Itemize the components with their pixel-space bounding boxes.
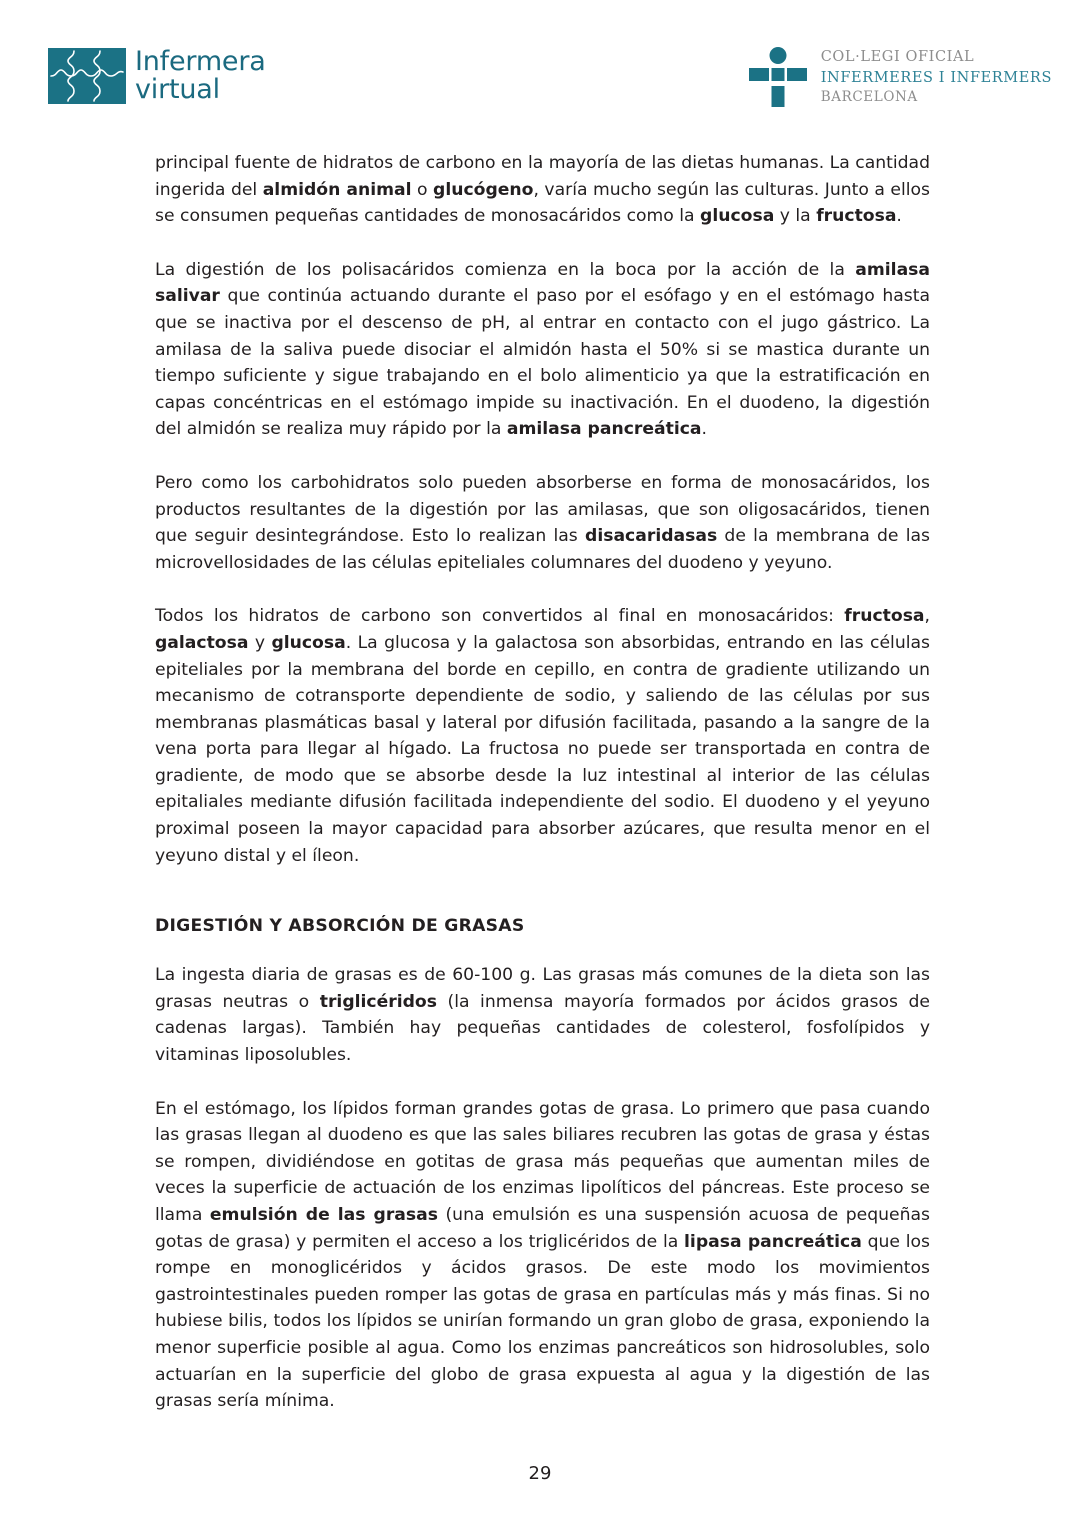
page-header [0,0,1080,130]
page-number: 29 [528,1463,552,1484]
logo-right-line2: INFERMERES I INFERMERS [820,69,1052,86]
paragraph: La digestión de los polisacáridos comienza en la boca por la acción de la amilasa salivar que continúa actuando durante el paso por el esófago y en el estómago hasta que se inactiva por el descenso de pH, al entrar en contacto con el jugo gástrico. La amilasa de la saliva puede disociar el almidón hasta el 50% si se mastica durante un tiempo suficiente y sigue trabajando en el bolo alimenticio ya que la estratificación en capas concéntricas en el estómago impide su inactivación. En el duodeno, la digestión del almidón se realiza muy rápido por la amilasa pancreática. [155,259,930,440]
section-spacer [155,869,930,916]
paragraph: principal fuente de hidratos de carbono en la mayoría de las dietas humanas. La cantidad ingerida del almidón animal o glucógeno, varía mucho según las culturas. Junto a ellos se consumen pequeñas cantidades de monosacáridos como la glucosa y la fructosa. [155,153,931,227]
section-heading-grasas: DIGESTIÓN Y ABSORCIÓN DE GRASAS [155,916,525,937]
logo-right-line1: COL·LEGI OFICIAL [820,49,975,65]
infermera-virtual-logo [48,48,266,104]
infermera-virtual-wordmark [135,48,266,104]
paragraph: La ingesta diaria de grasas es de 60-100 g. Las grasas más comunes de la dieta son las grasas neutras o triglicéridos (la inmensa mayoría formados por ácidos grasos de cadenas largas). También hay pequeñas cantidades de colesterol, fosfolípidos y vitaminas liposolubles. [155,965,930,1066]
collegi-oficial-wordmark [821,46,1052,107]
paragraph-group-grasas [155,962,930,1415]
document-body [155,150,930,1415]
cross-person-mark-icon [749,47,807,107]
puzzle-mark-icon [48,48,126,104]
logo-left-line2: virtual [135,74,220,106]
logo-left-line1: Infermera [135,46,266,77]
paragraph: Pero como los carbohidratos solo pueden absorberse en forma de monosacáridos, los productos resultantes de la digestión por las amilasas, que son oligosacáridos, tienen que seguir desintegrándose. Esto lo realizan las disacaridasas de la membrana de las microvellosidades de las células epiteliales columnares del duodeno y yeyuno. [155,472,930,573]
collegi-oficial-logo [749,46,1052,107]
page-footer [0,1463,1080,1484]
paragraph-group-carbohidratos [155,150,930,869]
paragraph: En el estómago, los lípidos forman grandes gotas de grasa. Lo primero que pasa cuando las grasas llegan al duodeno es que las sales biliares recubren las gotas de grasa y éstas se rompen, dividiéndose en gotitas de grasa más pequeñas que aumentan miles de veces la superficie de actuación de los enzimas lipolíticos del páncreas. Este proceso se llama emulsión de las grasas (una emulsión es una suspensión acuosa de pequeñas gotas de grasa) y permiten el acceso a los triglicéridos de la lipasa pancreática que los rompe en monoglicéridos y ácidos grasos. De este modo los movimientos gastrointestinales pueden romper las gotas de grasa en partículas más y más finas. Si no hubiese bilis, todos los lípidos se unirían formando un gran globo de grasa, exponiendo la menor superficie posible al agua. Como los enzimas pancreáticos son hidrosolubles, solo actuarían en la superficie del globo de grasa expuesta al agua y la digestión de las grasas sería mínima. [155,1098,930,1412]
logo-right-line3: BARCELONA [820,89,918,106]
paragraph: Todos los hidratos de carbono son convertidos al final en monosacáridos: fructosa, galactosa y glucosa. La glucosa y la galactosa son absorbidas, entrando en las células epiteliales por la membrana del borde en cepillo, en contra de gradiente utilizando un mecanismo de cotransporte dependiente de sodio, y saliendo de las células por sus membranas plasmáticas basal y lateral por difusión facilitada, pasando a la sangre de la vena porta para llegar al hígado. La fructosa no puede ser transportada en contra de gradiente, de modo que se absorbe desde la luz intestinal al interior de las células epitaliales mediante difusión facilitada independiente del sodio. El duodeno y el yeyuno proximal poseen la mayor capacidad para absorber azúcares, que resulta menor en el yeyuno distal y el íleon. [155,606,930,866]
